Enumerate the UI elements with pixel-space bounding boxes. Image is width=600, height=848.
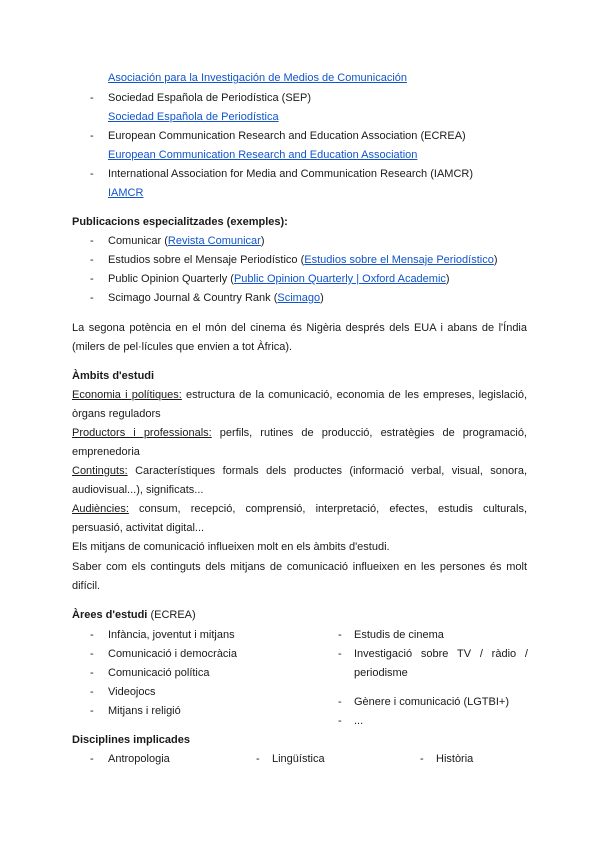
publication-name: Scimago Journal & Country Rank ( xyxy=(108,292,278,304)
publication-item xyxy=(108,253,563,268)
bullet: - xyxy=(90,667,94,679)
ambit-term: Audiències: xyxy=(72,503,129,515)
bullet: - xyxy=(90,686,94,698)
ambits-note1: Els mitjans de comunicació influeixen molt en els àmbits d'estudi. xyxy=(72,541,390,553)
bullet: - xyxy=(90,629,94,641)
publication-link[interactable]: Revista Comunicar xyxy=(167,235,261,247)
publication-item xyxy=(108,234,563,249)
association-link-sep[interactable] xyxy=(108,110,563,125)
ambit-text: perfils, rutines de producció, estratègies de programació, xyxy=(219,427,527,439)
association-name-sep: Sociedad Española de Periodística (SEP) xyxy=(108,92,312,104)
bullet: - xyxy=(90,235,94,247)
link-sep[interactable]: Sociedad Española de Periodística xyxy=(108,111,279,123)
bullet: - xyxy=(90,292,94,304)
bullet: - xyxy=(90,648,94,660)
area-item: Estudis de cinema xyxy=(354,629,444,641)
ambits-note2-cont: difícil. xyxy=(72,580,101,592)
area-item: Infància, joventut i mitjans xyxy=(108,629,235,641)
ambit-term: Productors i professionals: xyxy=(72,427,212,439)
cinema-note-line2: (milers de pel·lícules que envien a tot Àfrica). xyxy=(72,341,293,353)
ambit-term: Economia i polítiques: xyxy=(72,389,182,401)
bullet: - xyxy=(338,648,342,660)
link-iamcr[interactable]: IAMCR xyxy=(108,187,144,199)
area-item-cont: periodisme xyxy=(354,667,408,679)
bullet: - xyxy=(256,753,260,765)
area-item: Videojocs xyxy=(108,686,156,698)
paren: ) xyxy=(260,235,265,247)
publications-heading-text: Publicacions especialitzades (exemples): xyxy=(72,216,288,228)
disciplines-heading-text: Disciplines implicades xyxy=(72,734,190,746)
association-name-iamcr: International Association for Media and Communication Research (IAMCR) xyxy=(108,168,473,180)
area-item: Comunicació i democràcia xyxy=(108,648,237,660)
bullet: - xyxy=(338,696,342,708)
ambit-productors xyxy=(72,426,527,441)
association-link-iamcr[interactable] xyxy=(108,186,563,201)
bullet: - xyxy=(90,705,94,717)
ambit-text: estructura de la comunicació, economia de les empreses, legislació, xyxy=(186,389,527,401)
ambit-term: Continguts: xyxy=(72,465,128,477)
ambits-heading-text: Àmbits d'estudi xyxy=(72,370,155,382)
ambit-economia xyxy=(72,388,527,403)
ambit-economia-cont: òrgans reguladors xyxy=(72,408,161,420)
discipline-item: Història xyxy=(436,753,474,765)
ambit-productors-cont: emprenedoria xyxy=(72,446,140,458)
arees-heading-text: Àrees d'estudi xyxy=(72,609,148,621)
paren: ) xyxy=(445,273,450,285)
cinema-note-line1: La segona potència en el món del cinema és Nigèria després dels EUA i abans de l'Índia xyxy=(72,322,527,334)
publication-name: Estudios sobre el Mensaje Periodístico ( xyxy=(108,254,305,266)
association-link-aimc[interactable] xyxy=(108,71,563,86)
bullet: - xyxy=(90,92,94,104)
discipline-item: Antropologia xyxy=(108,753,170,765)
area-item: ... xyxy=(354,715,364,727)
area-item: Gènere i comunicació (LGTBI+) xyxy=(354,696,509,708)
ambit-continguts xyxy=(72,464,527,479)
bullet: - xyxy=(90,273,94,285)
publications-heading xyxy=(72,215,527,230)
bullet: - xyxy=(90,254,94,266)
disciplines-heading xyxy=(72,733,527,748)
paren: ) xyxy=(320,292,324,304)
paren: ) xyxy=(493,254,498,266)
publication-link[interactable]: Public Opinion Quarterly | Oxford Academic xyxy=(233,273,446,285)
bullet: - xyxy=(90,753,94,765)
bullet: - xyxy=(90,168,94,180)
publication-name: Comunicar ( xyxy=(108,235,168,247)
ambit-continguts-cont: audiovisual...), significats... xyxy=(72,484,204,496)
arees-heading xyxy=(72,608,527,623)
bullet: - xyxy=(338,629,342,641)
bullet: - xyxy=(420,753,424,765)
discipline-item: Lingüística xyxy=(272,753,325,765)
ambit-audiencies xyxy=(72,502,527,517)
bullet: - xyxy=(338,715,342,727)
association-name-ecrea: European Communication Research and Education Association (ECREA) xyxy=(108,130,466,142)
ambits-note2: Saber com els continguts dels mitjans de comunicació influeixen en les persones és molt xyxy=(72,561,527,573)
publication-item xyxy=(108,272,563,287)
area-item: Mitjans i religió xyxy=(108,705,181,717)
link-ecrea[interactable]: European Communication Research and Education Association xyxy=(108,149,418,161)
ambits-heading xyxy=(72,369,527,384)
bullet: - xyxy=(90,130,94,142)
association-link-ecrea[interactable] xyxy=(108,148,563,163)
publication-link[interactable]: Scimago xyxy=(277,292,321,304)
publication-item xyxy=(108,291,563,306)
area-item: Comunicació política xyxy=(108,667,210,679)
publication-link[interactable]: Estudios sobre el Mensaje Periodístico xyxy=(304,254,494,266)
publication-name: Public Opinion Quarterly ( xyxy=(108,273,234,285)
ambit-text: Característiques formals dels productes (informació verbal, visual, sonora, xyxy=(135,465,527,477)
ambit-audiencies-cont: persuasió, activitat digital... xyxy=(72,522,205,534)
area-item: Investigació sobre TV / ràdio / xyxy=(354,648,528,660)
link-aimc[interactable]: Asociación para la Investigación de Medios de Comunicación xyxy=(108,72,408,84)
arees-heading-suffix: (ECREA) xyxy=(150,609,196,621)
ambit-text: consum, recepció, comprensió, interpretació, efectes, estudis culturals, xyxy=(139,503,528,515)
